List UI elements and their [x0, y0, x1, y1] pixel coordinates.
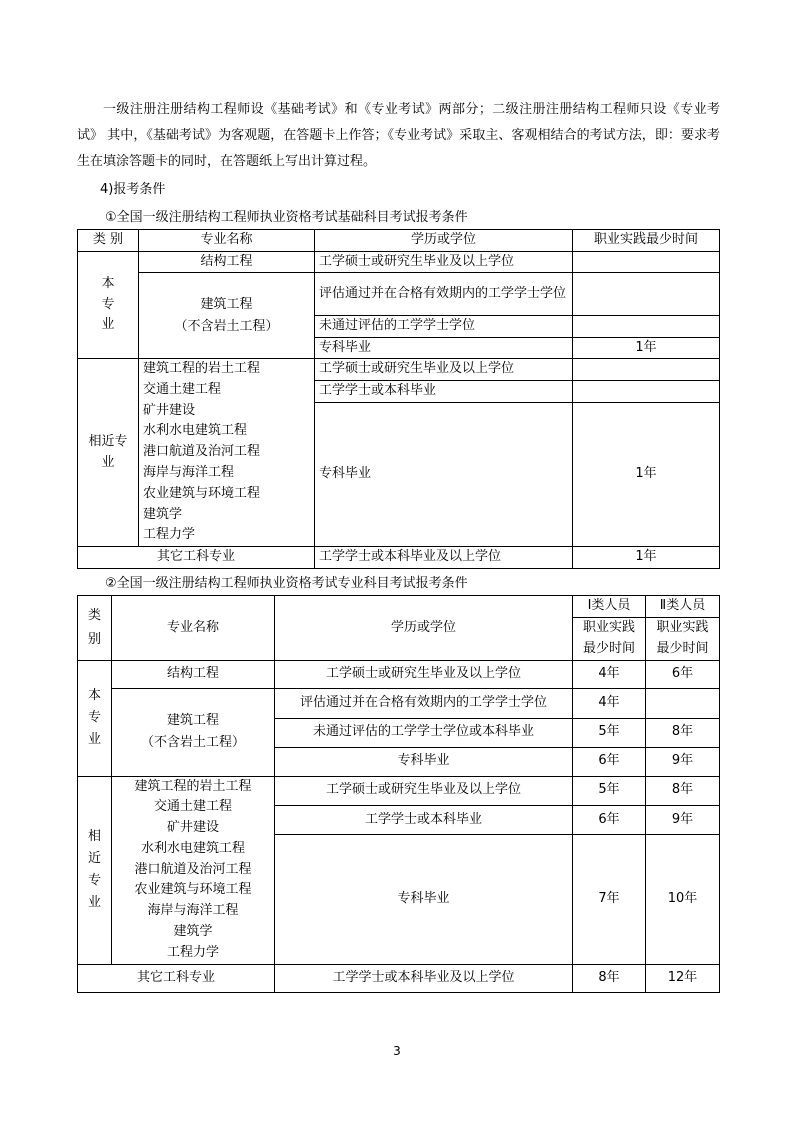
- time-cell: [573, 251, 720, 273]
- header-cell: 学历或学位: [275, 596, 573, 661]
- time-cell: 1年: [573, 337, 720, 359]
- header-cell: 学历或学位: [315, 230, 573, 252]
- time-cell: 12年: [646, 964, 720, 992]
- major-cell: 其它工科专业: [78, 547, 315, 569]
- time-cell: 1年: [573, 402, 720, 547]
- time-cell: [573, 273, 720, 316]
- edu-cell: 评估通过并在合格有效期内的工学学士学位: [275, 688, 573, 718]
- header-cell: 类 别: [78, 230, 139, 252]
- edu-cell: 工学学士或本科毕业: [275, 805, 573, 834]
- time-cell: 9年: [646, 747, 720, 776]
- edu-cell: 未通过评估的工学学士学位: [315, 316, 573, 338]
- header-cell: 职业实践最少时间: [573, 230, 720, 252]
- header-cell: Ⅰ类人员: [573, 596, 646, 618]
- table-row: [78, 230, 720, 252]
- time-cell: 6年: [646, 660, 720, 688]
- intro-paragraph: 一级注册注册结构工程师设《基础考试》和《专业考试》两部分；二级注册注册结构工程师只设《专业考试》 其中，《基础考试》为客观题，在答题卡上作答；《专业考试》采取主、客观相结合的考试方法，即：要求考生在填涂答题卡的同时，在答题纸上写出计算过程。: [77, 102, 720, 169]
- edu-cell: 工学硕士或研究生毕业及以上学位: [315, 359, 573, 381]
- edu-cell: 专科毕业: [315, 402, 573, 547]
- major-cell: 结构工程: [139, 251, 315, 273]
- table1-caption: ①全国一级注册结构工程师执业资格考试基础科目考试报考条件: [105, 210, 468, 225]
- time-cell: 8年: [573, 964, 646, 992]
- table-row: [78, 359, 720, 381]
- time-cell: 4年: [573, 688, 646, 718]
- major-cell: 建筑工程的岩土工程 交通土建工程 矿井建设 水利水电建筑工程 港口航道及治河工程 农业建筑与环境工程 海岸与海洋工程 建筑学 工程力学: [112, 776, 275, 964]
- edu-cell: 工学硕士或研究生毕业及以上学位: [315, 251, 573, 273]
- edu-cell: 工学硕士或研究生毕业及以上学位: [275, 776, 573, 805]
- time-cell: 8年: [646, 776, 720, 805]
- major-cell: 建筑工程 （不含岩土工程）: [139, 273, 315, 359]
- edu-cell: 专科毕业: [275, 834, 573, 964]
- time-cell: 7年: [573, 834, 646, 964]
- time-cell: 6年: [573, 747, 646, 776]
- category-cell: 相近专 业: [78, 359, 139, 547]
- table-professional-exam: [77, 595, 720, 993]
- header-cell: 专业名称: [112, 596, 275, 661]
- time-cell: 8年: [646, 718, 720, 747]
- time-cell: 5年: [573, 776, 646, 805]
- time-cell: 9年: [646, 805, 720, 834]
- time-cell: 10年: [646, 834, 720, 964]
- table-row: [78, 964, 720, 992]
- header-cell: 职业实践 最少时间: [573, 617, 646, 660]
- table-basic-exam: [77, 229, 720, 569]
- edu-cell: 工学硕士或研究生毕业及以上学位: [275, 660, 573, 688]
- table-row: [78, 688, 720, 718]
- table-row: [78, 660, 720, 688]
- table2-caption: ②全国一级注册结构工程师执业资格考试专业科目考试报考条件: [105, 576, 468, 591]
- table-row: [78, 596, 720, 618]
- time-cell: 6年: [573, 805, 646, 834]
- edu-cell: 工学学士或本科毕业及以上学位: [275, 964, 573, 992]
- time-cell: [573, 316, 720, 338]
- page-number: 3: [393, 1044, 401, 1058]
- time-cell: [646, 688, 720, 718]
- table-row: [78, 547, 720, 569]
- header-cell: 专业名称: [139, 230, 315, 252]
- header-cell: 类 别: [78, 596, 112, 661]
- major-cell: 结构工程: [112, 660, 275, 688]
- category-cell: 本 专 业: [78, 251, 139, 359]
- edu-cell: 工学学士或本科毕业: [315, 380, 573, 402]
- table-row: [78, 251, 720, 273]
- time-cell: [573, 359, 720, 381]
- category-cell: 本 专 业: [78, 660, 112, 776]
- edu-cell: 工学学士或本科毕业及以上学位: [315, 547, 573, 569]
- header-cell: Ⅱ类人员: [646, 596, 720, 618]
- time-cell: 5年: [573, 718, 646, 747]
- edu-cell: 评估通过并在合格有效期内的工学学士学位: [315, 273, 573, 316]
- major-cell: 其它工科专业: [78, 964, 275, 992]
- edu-cell: 专科毕业: [275, 747, 573, 776]
- time-cell: 4年: [573, 660, 646, 688]
- header-cell: 职业实践 最少时间: [646, 617, 720, 660]
- major-cell: 建筑工程的岩土工程 交通土建工程 矿井建设 水利水电建筑工程 港口航道及治河工程 海岸与海洋工程 农业建筑与环境工程 建筑学 工程力学: [139, 359, 315, 547]
- time-cell: [573, 380, 720, 402]
- table-row: [78, 776, 720, 805]
- category-cell: 相 近 专 业: [78, 776, 112, 964]
- time-cell: 1年: [573, 547, 720, 569]
- edu-cell: 未通过评估的工学学士学位或本科毕业: [275, 718, 573, 747]
- section-heading: 4)报考条件: [100, 182, 166, 197]
- major-cell: 建筑工程 （不含岩土工程）: [112, 688, 275, 776]
- edu-cell: 专科毕业: [315, 337, 573, 359]
